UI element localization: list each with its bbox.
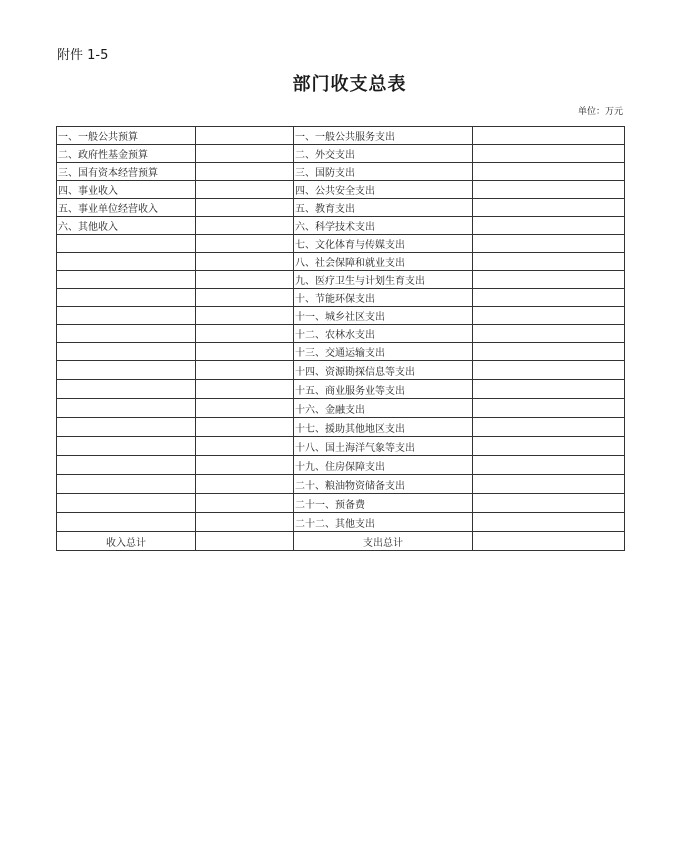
- table-row: [57, 163, 625, 181]
- income-item: [57, 475, 196, 494]
- expense-total-value: [473, 532, 625, 551]
- table-row: [57, 145, 625, 163]
- income-value: [196, 253, 294, 271]
- income-item: [57, 271, 196, 289]
- income-total-value: [196, 532, 294, 551]
- income-value: [196, 343, 294, 361]
- income-item: [57, 380, 196, 399]
- table-row: [57, 475, 625, 494]
- income-value: [196, 418, 294, 437]
- income-value: [196, 199, 294, 217]
- expense-value: [473, 181, 625, 199]
- income-item: 二、政府性基金预算: [57, 145, 196, 163]
- expense-value: [473, 127, 625, 145]
- income-item: 四、事业收入: [57, 181, 196, 199]
- expense-item: 五、教育支出: [294, 199, 473, 217]
- page-title: 部门收支总表: [292, 74, 407, 95]
- expense-value: [473, 399, 625, 418]
- expense-value: [473, 361, 625, 380]
- income-value: [196, 217, 294, 235]
- table-row: [57, 199, 625, 217]
- income-item: [57, 307, 196, 325]
- expense-value: [473, 380, 625, 399]
- income-value: [196, 494, 294, 513]
- income-value: [196, 475, 294, 494]
- table-row: [57, 307, 625, 325]
- attachment-label: 附件 1-5: [57, 48, 109, 63]
- income-item: [57, 399, 196, 418]
- table-row: [57, 181, 625, 199]
- table-row: [57, 399, 625, 418]
- expense-item: 二十、粮油物资储备支出: [294, 475, 473, 494]
- table-row: [57, 289, 625, 307]
- income-item: [57, 253, 196, 271]
- income-value: [196, 325, 294, 343]
- income-item: [57, 494, 196, 513]
- expense-value: [473, 271, 625, 289]
- expense-value: [473, 199, 625, 217]
- expense-item: 八、社会保障和就业支出: [294, 253, 473, 271]
- expense-item: 十七、援助其他地区支出: [294, 418, 473, 437]
- expense-value: [473, 163, 625, 181]
- expense-value: [473, 437, 625, 456]
- table-row: [57, 271, 625, 289]
- income-value: [196, 235, 294, 253]
- expense-value: [473, 217, 625, 235]
- income-item: 一、一般公共预算: [57, 127, 196, 145]
- expense-value: [473, 494, 625, 513]
- income-item: 三、国有资本经营预算: [57, 163, 196, 181]
- income-item: [57, 325, 196, 343]
- expense-item: 十、节能环保支出: [294, 289, 473, 307]
- income-value: [196, 307, 294, 325]
- income-value: [196, 163, 294, 181]
- expense-item: 九、医疗卫生与计划生育支出: [294, 271, 473, 289]
- income-total-label: 收入总计: [57, 532, 196, 551]
- income-item: [57, 289, 196, 307]
- table-row: [57, 127, 625, 145]
- expense-value: [473, 253, 625, 271]
- income-item: [57, 437, 196, 456]
- expense-total-label: 支出总计: [294, 532, 473, 551]
- table-row: [57, 253, 625, 271]
- expense-value: [473, 325, 625, 343]
- expense-item: 四、公共安全支出: [294, 181, 473, 199]
- expense-item: 十二、农林水支出: [294, 325, 473, 343]
- expense-value: [473, 307, 625, 325]
- expense-item: 十一、城乡社区支出: [294, 307, 473, 325]
- table-row: [57, 217, 625, 235]
- income-value: [196, 456, 294, 475]
- income-item: [57, 361, 196, 380]
- expense-item: 十八、国土海洋气象等支出: [294, 437, 473, 456]
- table-row: [57, 456, 625, 475]
- table-row: [57, 325, 625, 343]
- table-row: [57, 343, 625, 361]
- expense-item: 十六、金融支出: [294, 399, 473, 418]
- table-row: [57, 235, 625, 253]
- income-item: [57, 456, 196, 475]
- table-row: [57, 418, 625, 437]
- expense-item: 十五、商业服务业等支出: [294, 380, 473, 399]
- table-row: [57, 437, 625, 456]
- expense-item: 二十二、其他支出: [294, 513, 473, 532]
- income-item: [57, 418, 196, 437]
- income-value: [196, 145, 294, 163]
- income-value: [196, 127, 294, 145]
- budget-table: [56, 126, 625, 551]
- table-row: [57, 361, 625, 380]
- total-row: [57, 532, 625, 551]
- expense-value: [473, 145, 625, 163]
- expense-item: 七、文化体育与传媒支出: [294, 235, 473, 253]
- income-value: [196, 289, 294, 307]
- income-value: [196, 513, 294, 532]
- expense-value: [473, 513, 625, 532]
- expense-value: [473, 343, 625, 361]
- expense-item: 三、国防支出: [294, 163, 473, 181]
- expense-item: 十九、住房保障支出: [294, 456, 473, 475]
- expense-value: [473, 235, 625, 253]
- expense-item: 十四、资源勘探信息等支出: [294, 361, 473, 380]
- expense-value: [473, 289, 625, 307]
- expense-value: [473, 475, 625, 494]
- expense-value: [473, 456, 625, 475]
- income-value: [196, 437, 294, 456]
- table-row: [57, 380, 625, 399]
- expense-value: [473, 418, 625, 437]
- income-item: 六、其他收入: [57, 217, 196, 235]
- unit-label: 单位：万元: [577, 107, 623, 117]
- expense-item: 六、科学技术支出: [294, 217, 473, 235]
- income-item: [57, 343, 196, 361]
- income-item: [57, 513, 196, 532]
- table-row: [57, 494, 625, 513]
- expense-item: 一、一般公共服务支出: [294, 127, 473, 145]
- income-value: [196, 271, 294, 289]
- income-value: [196, 361, 294, 380]
- income-value: [196, 380, 294, 399]
- expense-item: 十三、交通运输支出: [294, 343, 473, 361]
- table-row: [57, 513, 625, 532]
- expense-item: 二、外交支出: [294, 145, 473, 163]
- income-value: [196, 399, 294, 418]
- expense-item: 二十一、预备费: [294, 494, 473, 513]
- income-item: 五、事业单位经营收入: [57, 199, 196, 217]
- income-item: [57, 235, 196, 253]
- income-value: [196, 181, 294, 199]
